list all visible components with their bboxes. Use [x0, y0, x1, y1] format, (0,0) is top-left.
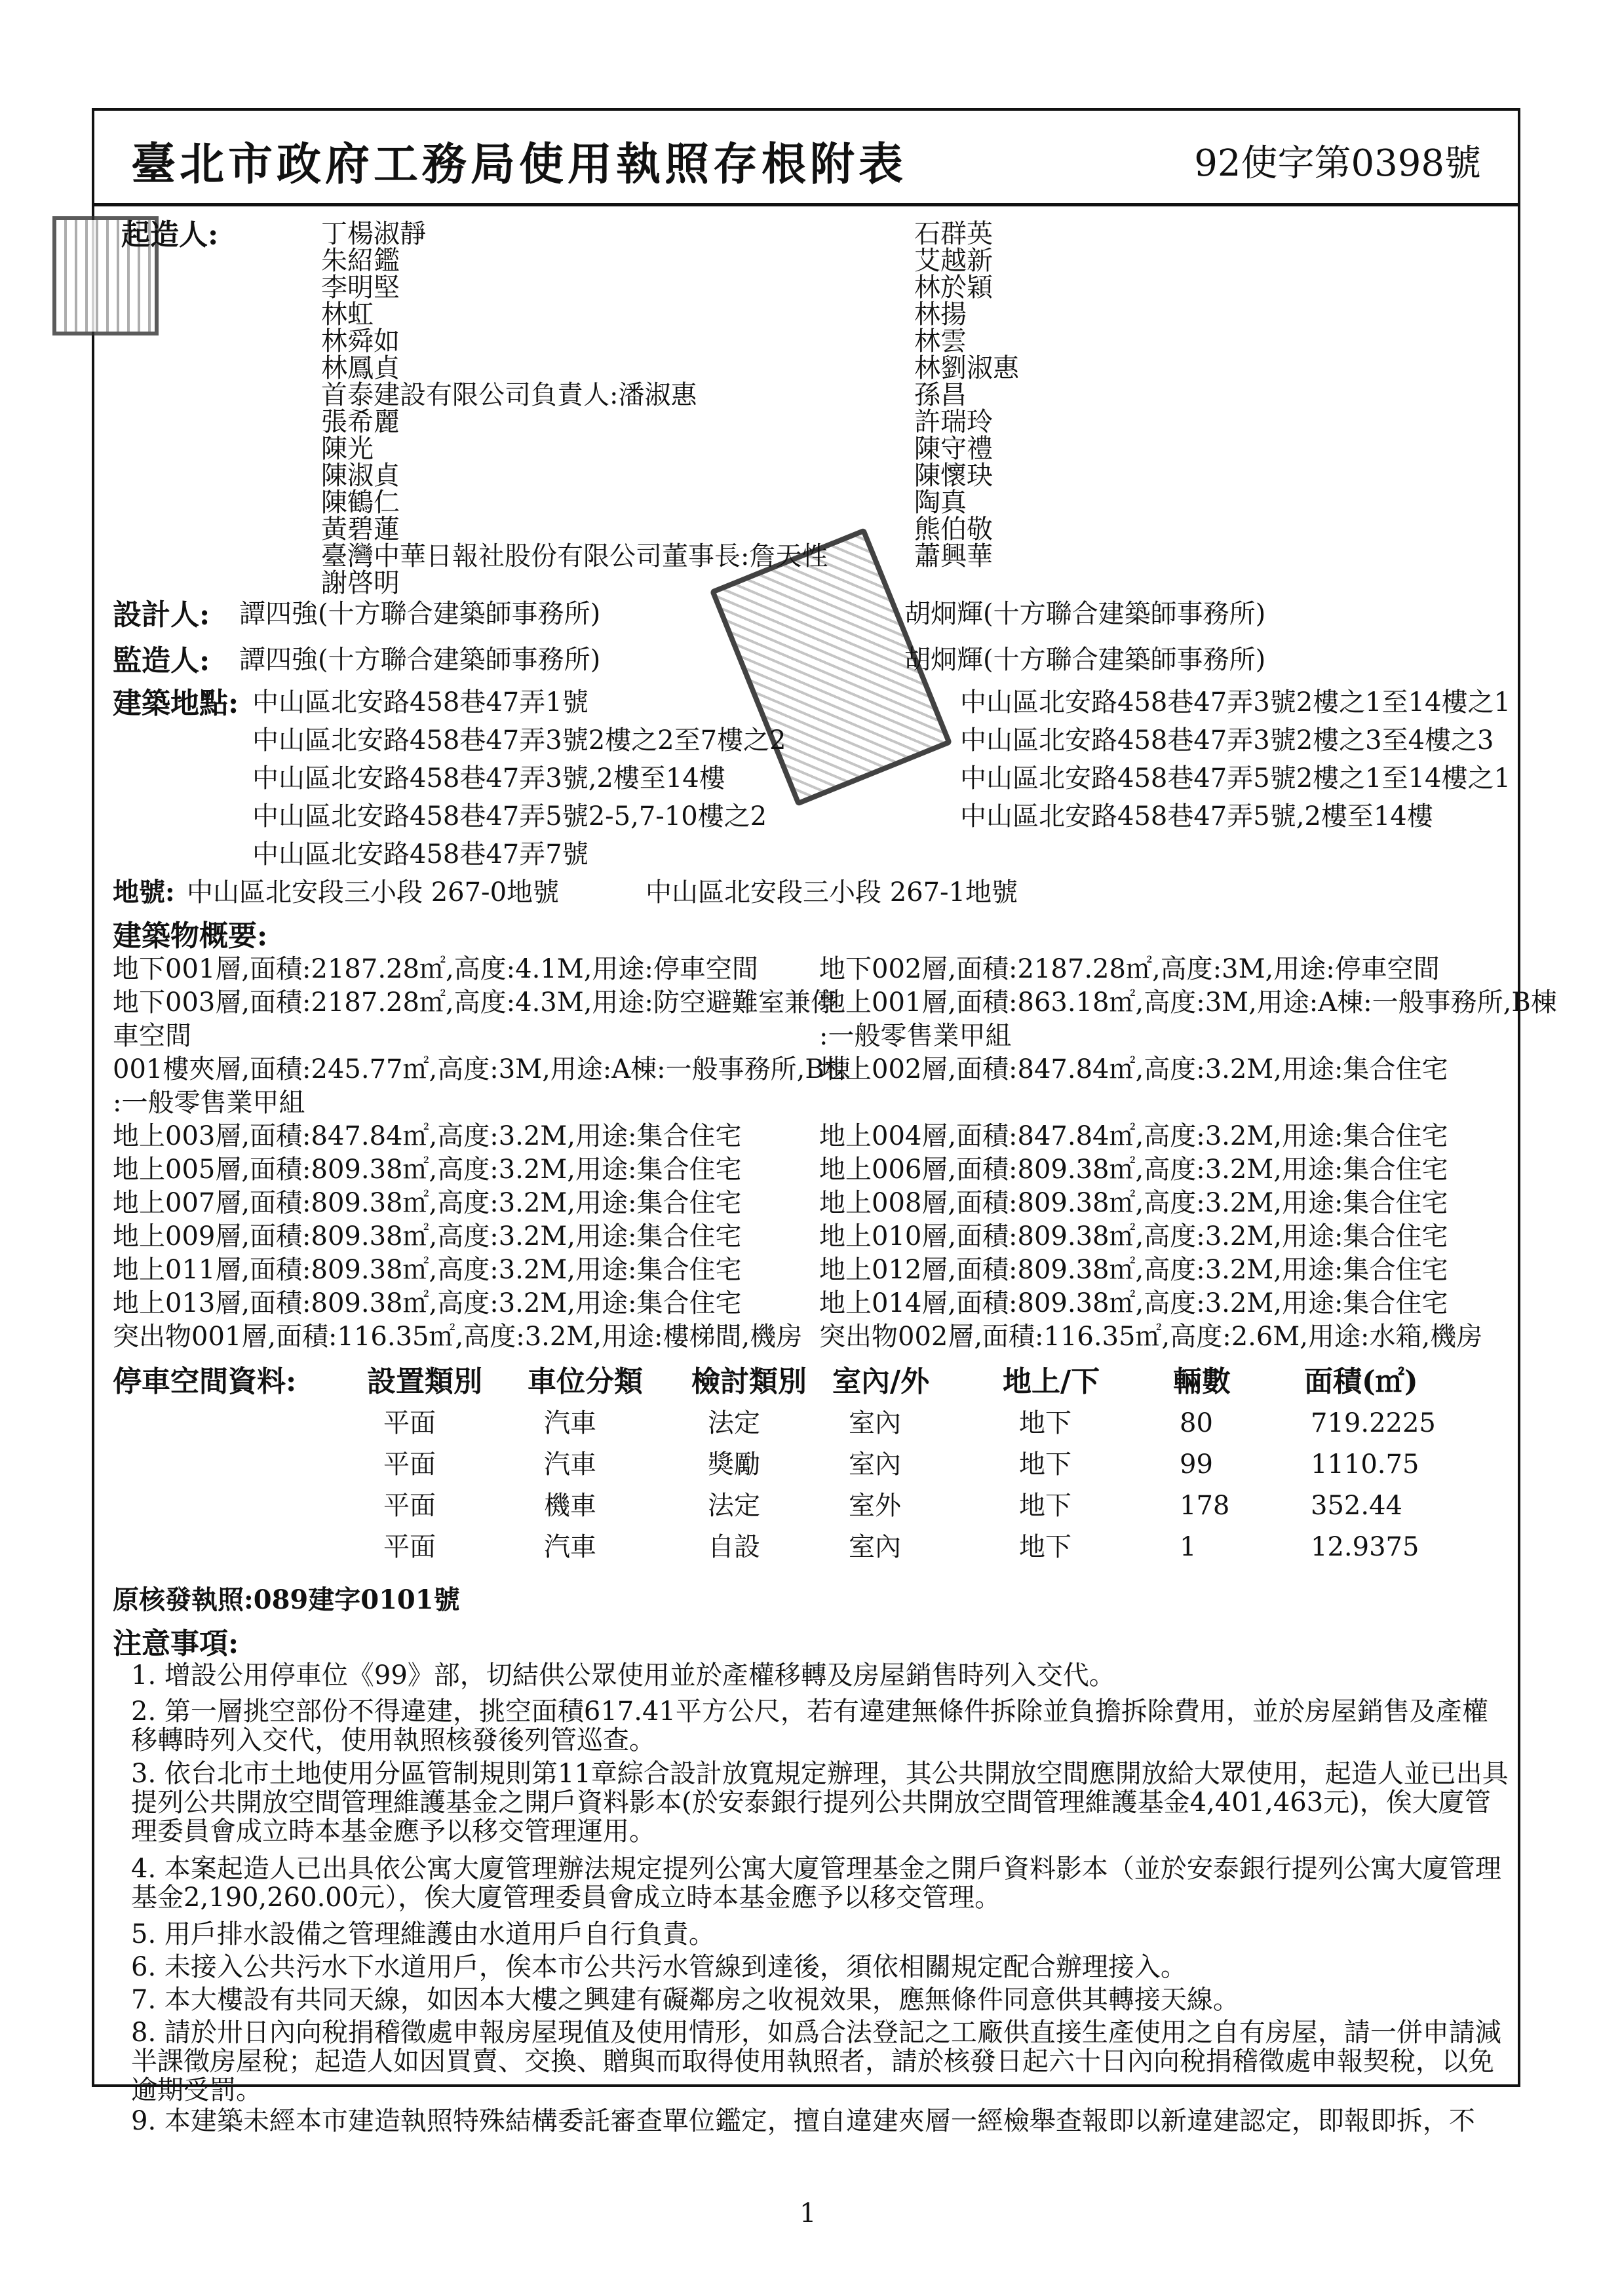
overview-line: 地下002層,面積:2187.28㎡,高度:3M,用途:停車空間	[819, 954, 1440, 984]
supervisor-label: 監造人:	[113, 644, 210, 678]
note-item: 2. 第一層挑空部份不得違建，挑空面積617.41平方公尺，若有違建無條件拆除並負擔拆除費用，並於房屋銷售及產權移轉時列入交代，使用執照核發後列管巡查。	[131, 1696, 1488, 1755]
page-title: 臺北市政府工務局使用執照存根附表	[131, 138, 908, 191]
overview-line: 車空間	[113, 1021, 191, 1051]
owner-name: 黃碧蓮	[321, 514, 400, 545]
table-cell: 352.44	[1311, 1491, 1402, 1521]
overview-line: 地上005層,面積:809.38㎡,高度:3.2M,用途:集合住宅	[113, 1155, 742, 1185]
note-item: 6. 未接入公共污水下水道用戶，俟本市公共污水管線到達後，須依相關規定配合辦理接入。	[131, 1952, 1187, 1982]
overview-line: 地上006層,面積:809.38㎡,高度:3.2M,用途:集合住宅	[819, 1155, 1448, 1185]
site-address: 中山區北安路458巷47弄3號2樓之2至7樓之2	[252, 725, 786, 756]
table-header: 室內/外	[832, 1365, 930, 1398]
owner-name: 許瑞玲	[914, 407, 993, 437]
site-address: 中山區北安路458巷47弄5號2樓之1至14樓之1	[960, 763, 1511, 794]
site-address: 中山區北安路458巷47弄1號	[252, 687, 588, 718]
owner-name: 謝啓明	[321, 568, 400, 598]
table-header: 檢討類別	[691, 1365, 807, 1398]
overview-line: 突出物001層,面積:116.35㎡,高度:3.2M,用途:樓梯間,機房	[113, 1322, 803, 1352]
owner-name: 朱紹鑑	[321, 246, 400, 276]
owner-name: 陳鶴仁	[321, 488, 400, 518]
owner-name: 林虹	[321, 299, 374, 330]
permit-number: 92使字第0398號	[1194, 142, 1481, 185]
site-address: 中山區北安路458巷47弄3號2樓之3至4樓之3	[960, 725, 1494, 756]
table-header: 面積(㎡)	[1304, 1365, 1418, 1398]
table-cell: 平面	[383, 1532, 436, 1562]
supervisor-name: 胡炯輝(十方聯合建築師事務所)	[904, 645, 1266, 675]
table-cell: 室外	[849, 1491, 901, 1521]
table-cell: 地下	[1019, 1408, 1071, 1438]
table-cell: 室內	[849, 1449, 901, 1480]
lot-label: 地號:	[113, 877, 175, 908]
overview-line: 地上007層,面積:809.38㎡,高度:3.2M,用途:集合住宅	[113, 1188, 742, 1218]
lot-number: 中山區北安段三小段 267-1地號	[646, 877, 1018, 908]
designer-label: 設計人:	[113, 598, 210, 632]
table-cell: 汽車	[544, 1449, 596, 1480]
owner-name: 陳懷玦	[914, 461, 993, 491]
overview-line: 地上014層,面積:809.38㎡,高度:3.2M,用途:集合住宅	[819, 1288, 1448, 1318]
owner-name: 林劉淑惠	[914, 353, 1019, 383]
table-cell: 地下	[1019, 1449, 1071, 1480]
table-cell: 12.9375	[1311, 1532, 1419, 1562]
table-cell: 平面	[383, 1408, 436, 1438]
note-item: 1. 增設公用停車位《99》部，切結供公眾使用並於產權移轉及房屋銷售時列入交代。	[131, 1660, 1115, 1691]
table-header: 輛數	[1173, 1365, 1231, 1398]
overview-line: 地上001層,面積:863.18㎡,高度:3M,用途:A棟:一般事務所,B棟	[819, 987, 1557, 1018]
overview-line: 地下001層,面積:2187.28㎡,高度:4.1M,用途:停車空間	[113, 954, 758, 984]
site-address: 中山區北安路458巷47弄5號2-5,7-10樓之2	[252, 801, 767, 832]
overview-label: 建築物概要:	[113, 919, 268, 953]
table-cell: 獎勵	[708, 1449, 760, 1480]
table-cell: 地下	[1019, 1491, 1071, 1521]
owner-name: 艾越新	[914, 246, 993, 276]
table-cell: 地下	[1019, 1532, 1071, 1562]
overview-line: 地下003層,面積:2187.28㎡,高度:4.3M,用途:防空避難室兼停	[113, 987, 837, 1018]
table-cell: 平面	[383, 1449, 436, 1480]
title-bar	[92, 108, 1520, 206]
page-number: 1	[800, 2198, 817, 2229]
owner-name: 孫昌	[914, 380, 967, 410]
table-header: 設置類別	[367, 1365, 482, 1398]
table-cell: 1	[1180, 1532, 1197, 1562]
table-cell: 室內	[849, 1532, 901, 1562]
overview-line: 地上002層,面積:847.84㎡,高度:3.2M,用途:集合住宅	[819, 1054, 1448, 1084]
owner-name: 陶真	[914, 488, 967, 518]
note-item: 8. 請於卅日內向稅捐稽徵處申報房屋現值及使用情形，如爲合法登記之工廠供直接生產使用之自有房屋，請一併申請減半課徵房屋稅；起造人如因買賣、交換、贈與而取得使用執照者，請於核發日起六十日內向稅捐稽徵處申報契稅，以免逾期受罰。	[131, 2018, 1501, 2105]
note-item: 5. 用戶排水設備之管理維護由水道用戶自行負責。	[131, 1919, 715, 1949]
overview-line: 地上008層,面積:809.38㎡,高度:3.2M,用途:集合住宅	[819, 1188, 1448, 1218]
overview-line: 地上004層,面積:847.84㎡,高度:3.2M,用途:集合住宅	[819, 1121, 1448, 1151]
overview-line: 地上011層,面積:809.38㎡,高度:3.2M,用途:集合住宅	[113, 1255, 742, 1285]
table-cell: 178	[1180, 1491, 1230, 1521]
overview-line: 地上003層,面積:847.84㎡,高度:3.2M,用途:集合住宅	[113, 1121, 742, 1151]
table-header: 地上/下	[1003, 1365, 1100, 1398]
owner-name: 首泰建設有限公司負責人:潘淑惠	[321, 380, 697, 410]
owner-name: 林於穎	[914, 273, 993, 303]
note-item: 7. 本大樓設有共同天線，如因本大樓之興建有礙鄰房之收視效果，應無條件同意供其轉接天線。	[131, 1985, 1239, 2015]
note-item: 3. 依台北市土地使用分區管制規則第11章綜合設計放寬規定辦理，其公共開放空間應開放給大眾使用，起造人並已出具提列公共開放空間管理維護基金之開戶資料影本(於安泰銀行提列公共開放空間管理維護基金4,401,463元)，俟大廈管理委員會成立時本基金應予以移交管理運用。	[131, 1759, 1509, 1846]
notes-label: 注意事項:	[113, 1627, 239, 1660]
table-cell: 機車	[544, 1491, 596, 1521]
table-cell: 汽車	[544, 1408, 596, 1438]
owner-name: 陳淑貞	[321, 461, 400, 491]
owner-name: 蕭興華	[914, 541, 993, 571]
note-item: 4. 本案起造人已出具依公寓大廈管理辦法規定提列公寓大廈管理基金之開戶資料影本（並於安泰銀行提列公寓大廈管理基金2,190,260.00元），俟大廈管理委員會成立時本基金應予以移交管理。	[131, 1854, 1501, 1913]
owner-name: 林鳳貞	[321, 353, 400, 383]
supervisor-name: 譚四強(十方聯合建築師事務所)	[239, 645, 601, 675]
table-header: 車位分類	[528, 1365, 643, 1398]
owner-name: 臺灣中華日報社股份有限公司董事長:詹天性	[321, 541, 828, 571]
overview-line: :一般零售業甲組	[113, 1088, 305, 1118]
table-cell: 汽車	[544, 1532, 596, 1562]
site-label: 建築地點:	[113, 687, 239, 720]
designer-name: 譚四強(十方聯合建築師事務所)	[239, 599, 601, 629]
owner-name: 陳守禮	[914, 434, 993, 464]
site-address: 中山區北安路458巷47弄3號2樓之1至14樓之1	[960, 687, 1511, 718]
owner-name: 李明堅	[321, 273, 400, 303]
site-address: 中山區北安路458巷47弄7號	[252, 839, 588, 870]
overview-line: :一般零售業甲組	[819, 1021, 1012, 1051]
parking-label: 停車空間資料:	[113, 1365, 297, 1398]
overview-line: 地上009層,面積:809.38㎡,高度:3.2M,用途:集合住宅	[113, 1221, 742, 1252]
overview-line: 001樓夾層,面積:245.77㎡,高度:3M,用途:A棟:一般事務所,B棟	[113, 1054, 851, 1084]
owner-name: 林舜如	[321, 326, 400, 356]
table-cell: 室內	[849, 1408, 901, 1438]
overview-line: 突出物002層,面積:116.35㎡,高度:2.6M,用途:水箱,機房	[819, 1322, 1483, 1352]
owners-label: 起造人:	[121, 218, 219, 252]
table-cell: 99	[1180, 1449, 1213, 1480]
site-address: 中山區北安路458巷47弄5號,2樓至14樓	[960, 801, 1433, 832]
owner-name: 林雲	[914, 326, 967, 356]
overview-line: 地上010層,面積:809.38㎡,高度:3.2M,用途:集合住宅	[819, 1221, 1448, 1252]
site-address: 中山區北安路458巷47弄3號,2樓至14樓	[252, 763, 725, 794]
owner-name: 張希麗	[321, 407, 400, 437]
table-cell: 平面	[383, 1491, 436, 1521]
overview-line: 地上013層,面積:809.38㎡,高度:3.2M,用途:集合住宅	[113, 1288, 742, 1318]
table-cell: 1110.75	[1311, 1449, 1419, 1480]
original-permit: 原核發執照:089建字0101號	[113, 1584, 460, 1615]
table-cell: 法定	[708, 1408, 760, 1438]
note-item: 9. 本建築未經本市建造執照特殊結構委託審查單位鑑定，擅自違建夾層一經檢舉查報即以新違建認定，即報即拆，不	[131, 2106, 1475, 2136]
table-cell: 自設	[708, 1532, 760, 1562]
table-cell: 719.2225	[1311, 1408, 1436, 1438]
table-cell: 80	[1180, 1408, 1213, 1438]
overview-line: 地上012層,面積:809.38㎡,高度:3.2M,用途:集合住宅	[819, 1255, 1448, 1285]
lot-number: 中山區北安段三小段 267-0地號	[187, 877, 560, 908]
owner-name: 陳光	[321, 434, 374, 464]
table-cell: 法定	[708, 1491, 760, 1521]
owner-name: 熊伯敬	[914, 514, 993, 545]
owner-name: 林揚	[914, 299, 967, 330]
designer-name: 胡炯輝(十方聯合建築師事務所)	[904, 599, 1266, 629]
owner-name: 丁楊淑靜	[321, 219, 426, 249]
owner-name: 石群英	[914, 219, 993, 249]
